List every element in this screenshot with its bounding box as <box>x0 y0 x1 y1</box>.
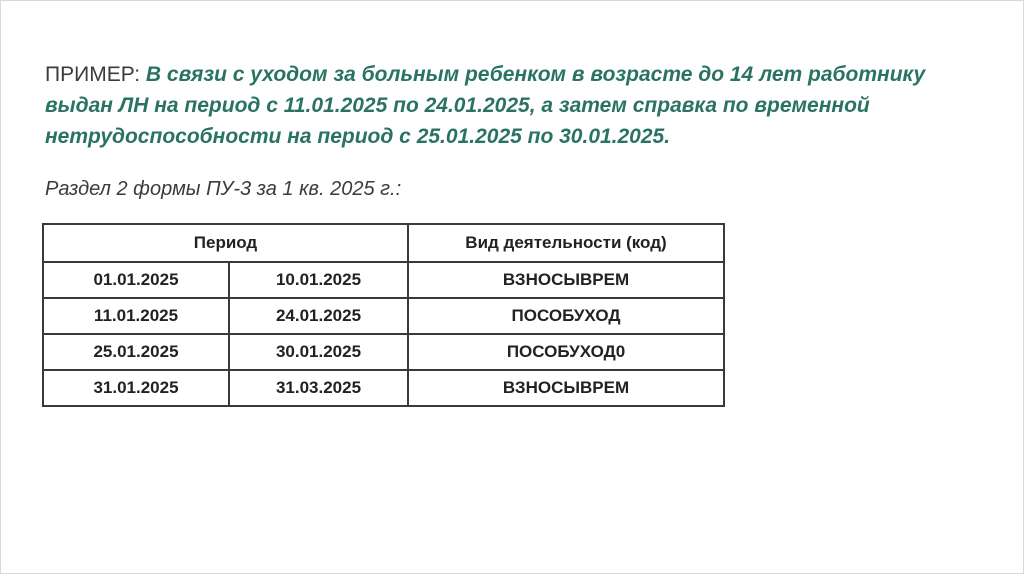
table-header-row <box>43 224 724 262</box>
period-from-cell: 31.01.2025 <box>43 370 229 406</box>
table-row <box>43 262 724 298</box>
activity-code-cell: ВЗНОСЫВРЕМ <box>408 370 724 406</box>
activity-code-cell: ПОСОБУХОД0 <box>408 334 724 370</box>
table-row <box>43 370 724 406</box>
pu3-section2-table <box>42 223 725 407</box>
period-from-cell: 01.01.2025 <box>43 262 229 298</box>
table-row <box>43 298 724 334</box>
period-to-cell: 30.01.2025 <box>229 334 408 370</box>
example-text: В связи с уходом за больным ребенком в возрасте до 14 лет работнику выдан ЛН на период с 11.01.2025 по 24.01.2025, а затем справка по временной нетрудоспособности на период с 25.01.2025 по 30.01.2025. <box>45 63 926 148</box>
period-to-cell: 31.03.2025 <box>229 370 408 406</box>
period-header: Период <box>43 224 408 262</box>
activity-code-cell: ВЗНОСЫВРЕМ <box>408 262 724 298</box>
period-to-cell: 24.01.2025 <box>229 298 408 334</box>
period-from-cell: 25.01.2025 <box>43 334 229 370</box>
period-to-cell: 10.01.2025 <box>229 262 408 298</box>
activity-code-cell: ПОСОБУХОД <box>408 298 724 334</box>
example-paragraph <box>45 59 995 152</box>
activity-code-header: Вид деятельности (код) <box>408 224 724 262</box>
section-caption: Раздел 2 формы ПУ-3 за 1 кв. 2025 г.: <box>45 178 402 200</box>
example-label: ПРИМЕР: <box>45 63 146 86</box>
period-from-cell: 11.01.2025 <box>43 298 229 334</box>
table-row <box>43 334 724 370</box>
